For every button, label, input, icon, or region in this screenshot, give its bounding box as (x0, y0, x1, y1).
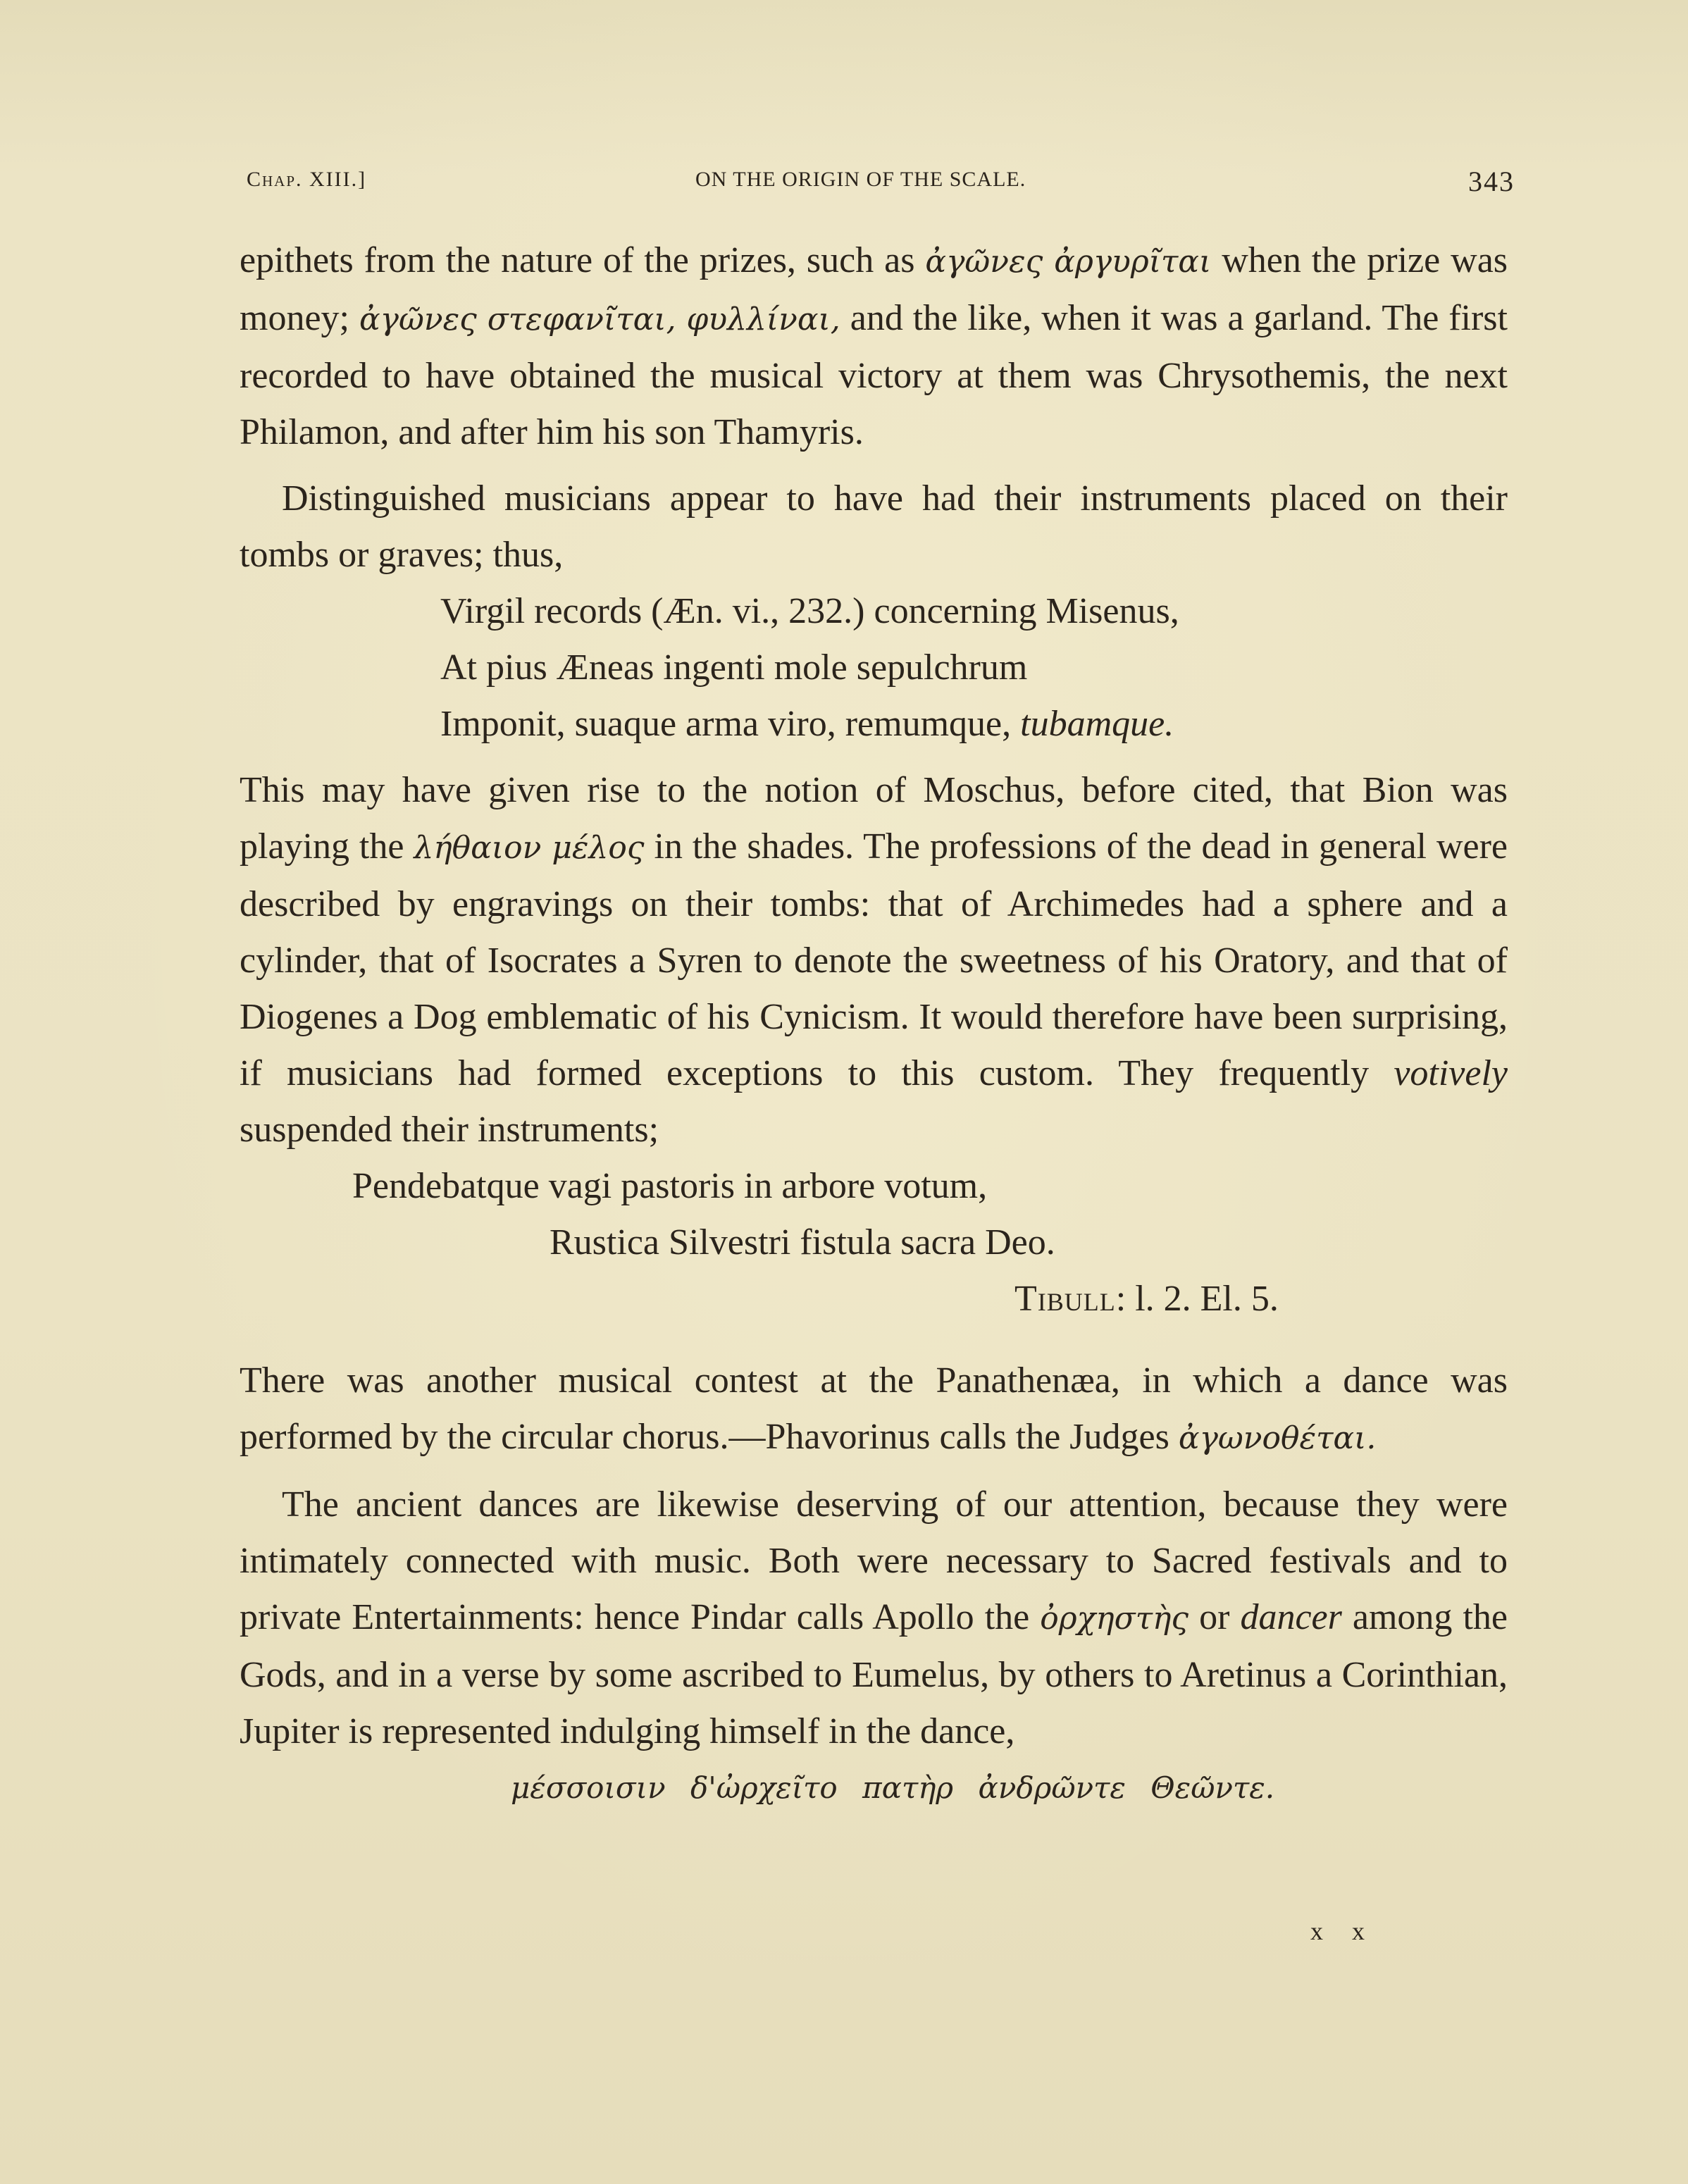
body-text (240, 232, 1508, 1816)
greek-verse-line: μέσσοισιν δ'ὠρχεῖτο πατὴρ ἀνδρῶντε Θεῶντε. (511, 1770, 1275, 1805)
verse-emphasis: tubamque. (1020, 704, 1174, 744)
verse-line: Virgil records (Æn. vi., 232.) concerning Misenus, (440, 591, 1179, 631)
verse-text: Imponit, suaque arma viro, remumque, (440, 704, 1021, 744)
verse-citation (240, 1271, 1508, 1327)
text-run: and the like, when it was a garland. The first recorded to have obtained the musical victory at them was Chrysothemis, the next Philamon, and after him his son Thamyris. (240, 298, 1508, 452)
text-run: when the prize was money; (240, 240, 1508, 338)
paragraph-dances (240, 1477, 1508, 1760)
greek-phrase: ἀγωνοθέται. (1178, 1420, 1377, 1456)
paragraph-tombs: Distinguished musicians appear to have had their instruments placed on their tombs or graves; thus, (240, 478, 1508, 575)
text-run: The ancient dances are likewise deserving of our attention, because they were intimately connected with music. Both were necessary to Sacred festivals and to private Entertainments: hence Pindar calls Apollo the (240, 1484, 1508, 1637)
greek-phrase: ὀρχηστὴς (1040, 1601, 1189, 1637)
text-run: in the shades. The professions of the dead in general were described by engravings on their tombs: that of Archimedes had a sphere and a cylinder, that of Isocrates a Syren to denote the sweetness of his Oratory, and that of Diogenes a Dog emblematic of his Cynicism. It would therefore have been surprising, if musicians had formed exceptions to this custom. They frequently (240, 826, 1508, 1093)
text-run: or (1189, 1597, 1241, 1637)
citation-reference: : l. 2. El. 5. (1115, 1279, 1279, 1319)
chapter-label: Chap. XIII.] (247, 168, 367, 191)
greek-phrase: λήθαιον μέλος (414, 830, 645, 866)
greek-phrase: ἀγῶνες ἀργυρῖται (925, 244, 1212, 280)
paragraph-panathenaea (240, 1353, 1508, 1467)
verse-line: At pius Æneas ingenti mole sepulchrum (440, 647, 1028, 688)
greek-phrase: ἀγῶνες στεφανῖται, φυλλίναι, (359, 302, 840, 337)
page-title: ON THE ORIGIN OF THE SCALE. (695, 168, 1026, 191)
signature-mark: x x (1310, 1917, 1376, 1945)
verse-line (240, 696, 1508, 752)
page-number: 343 (1468, 166, 1515, 197)
text-run: among the Gods, and in a verse by some ascribed to Eumelus, by others to Aretinus a Corinthian, Jupiter is represented indulging himself in the dance, (240, 1597, 1508, 1751)
citation-author: Tibull (1014, 1279, 1116, 1319)
paragraph-prizes (240, 232, 1508, 461)
running-head (247, 161, 1515, 196)
text-run: suspended their instruments; (240, 1110, 659, 1150)
text-run: There was another musical contest at the Panathenæa, in which a dance was performed by the circular chorus.—Phavorinus calls the Judges (240, 1360, 1508, 1457)
verse-line: Rustica Silvestri fistula sacra Deo. (550, 1222, 1055, 1262)
emphasis: dancer (1240, 1597, 1342, 1637)
text-run: epithets from the nature of the prizes, such as (240, 240, 926, 280)
emphasis: votively (1394, 1053, 1508, 1093)
paragraph-moschus (240, 762, 1508, 1158)
verse-line: Pendebatque vagi pastoris in arbore votum, (352, 1166, 988, 1206)
text-run: This may have given rise to the notion of Moschus, before cited, that Bion was playing the (240, 770, 1508, 867)
